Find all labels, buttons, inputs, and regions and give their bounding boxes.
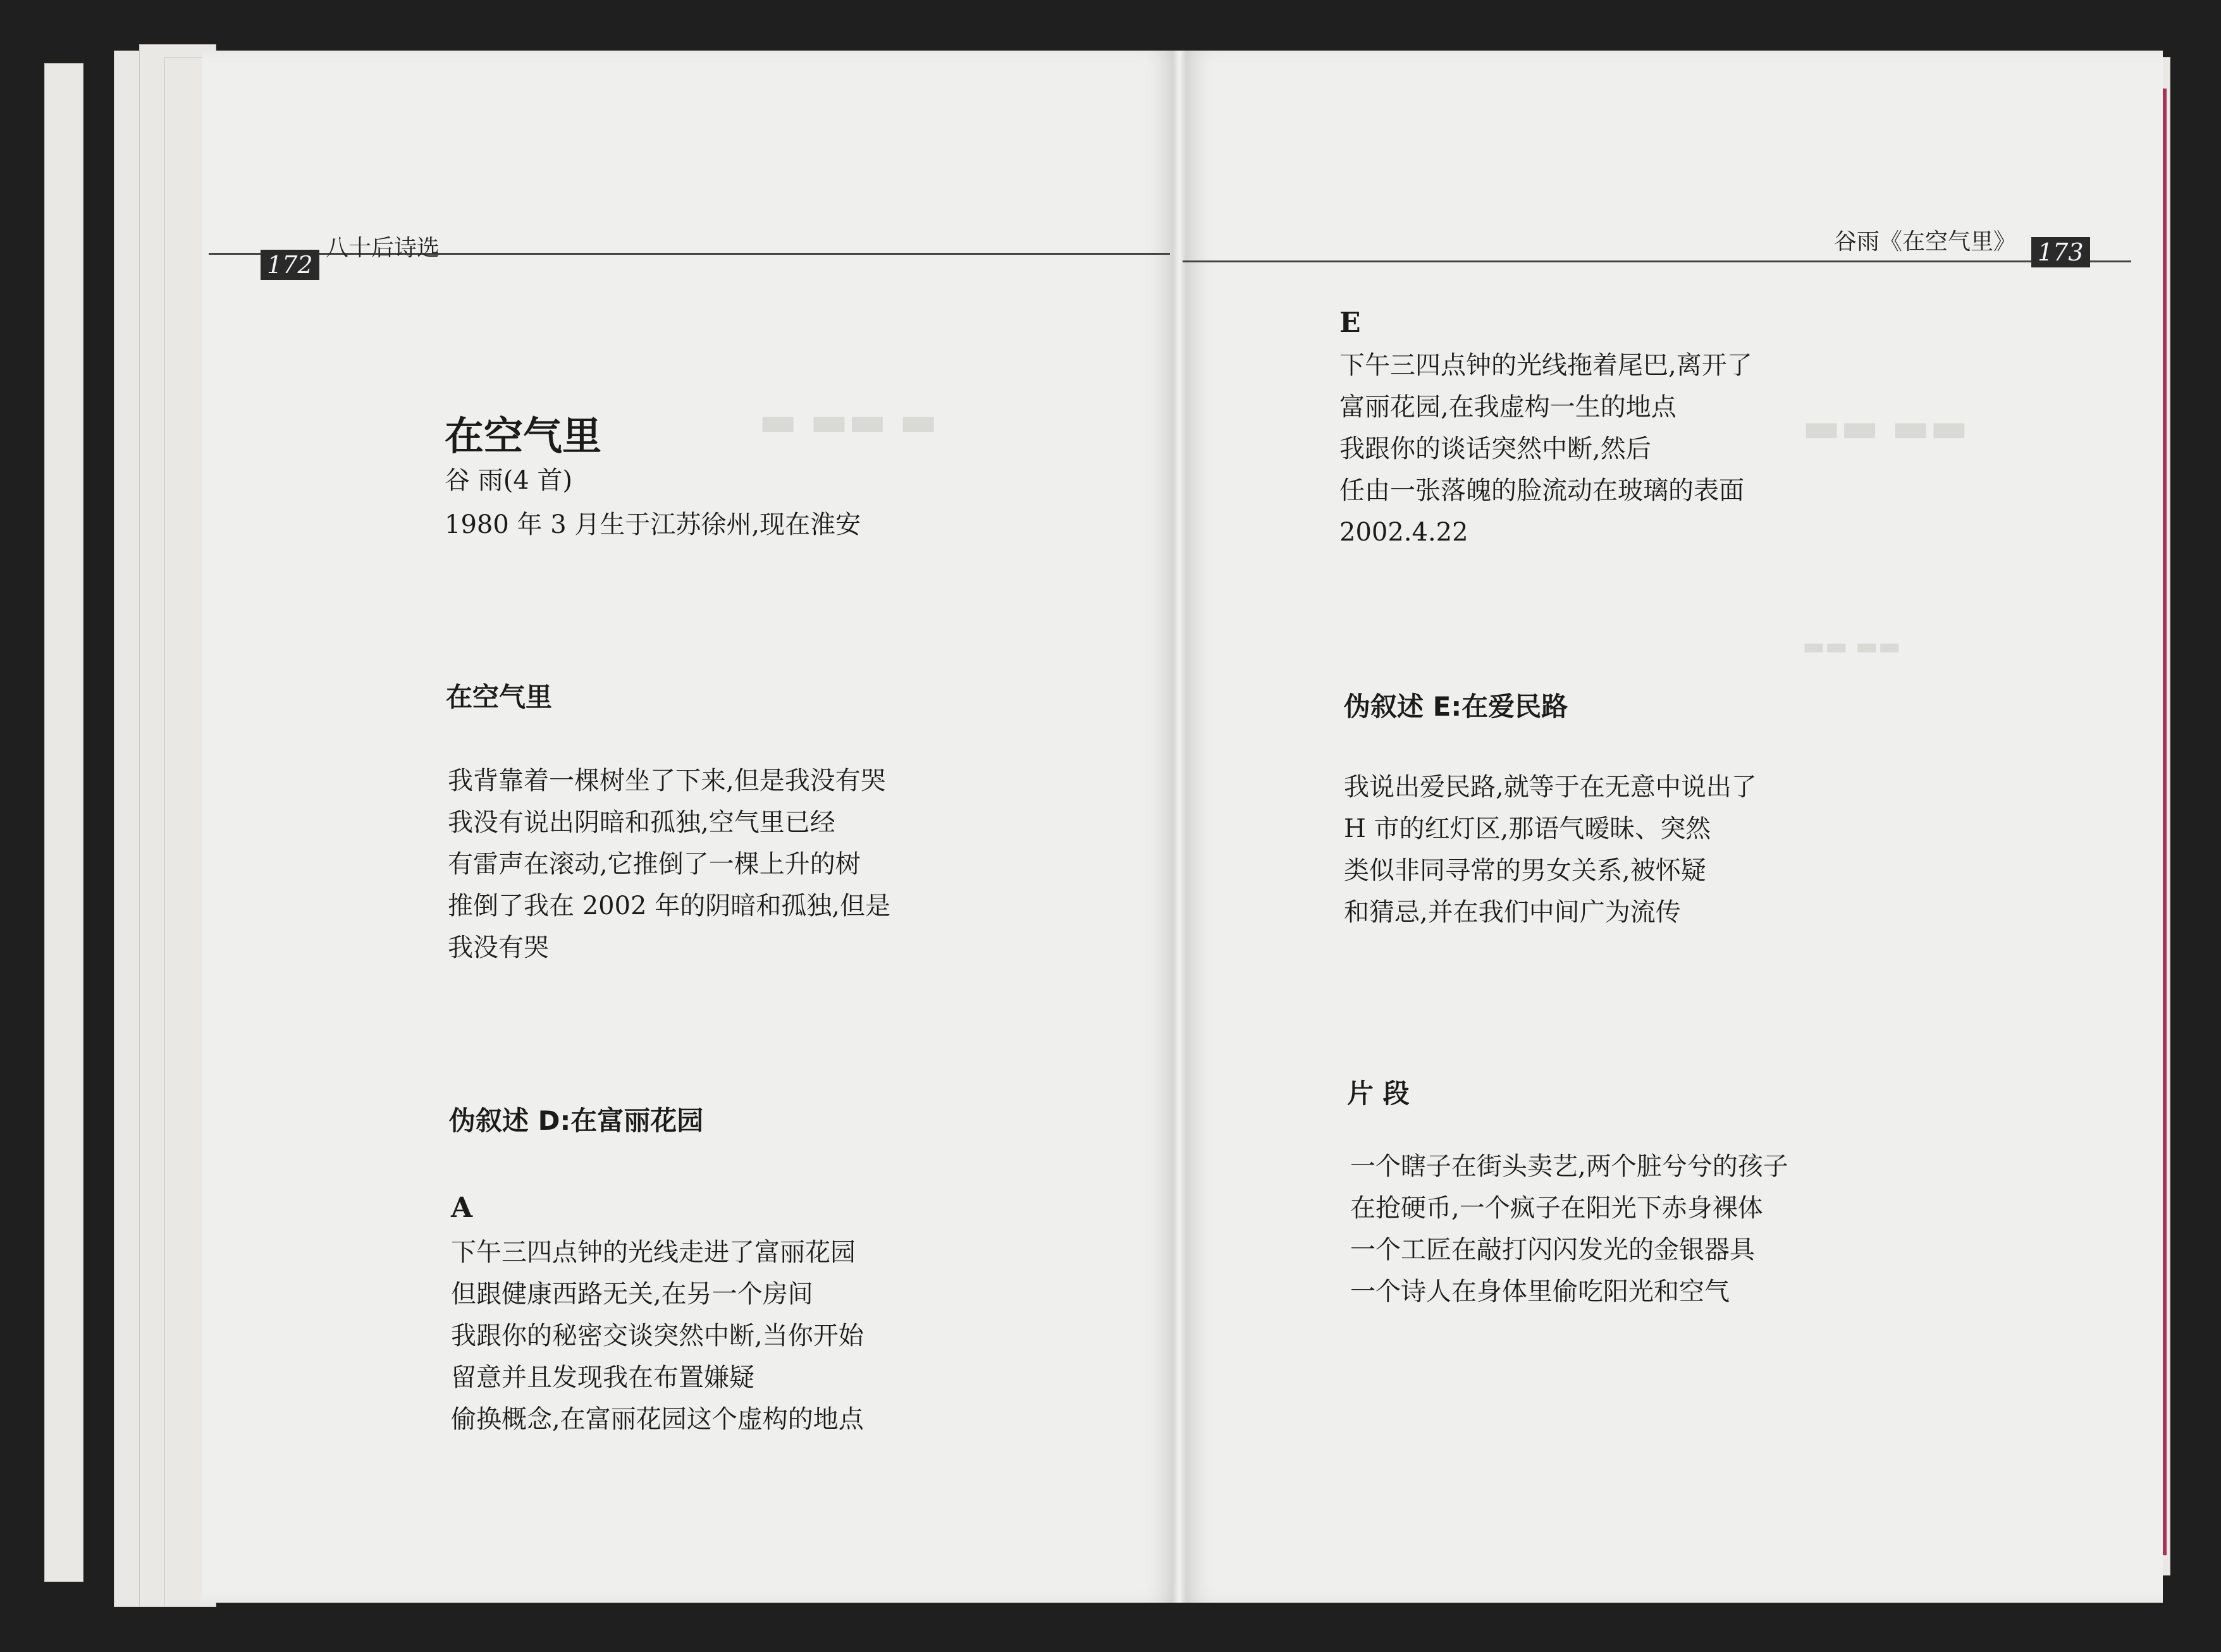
poem-line: 有雷声在滚动,它推倒了一棵上升的树 bbox=[448, 850, 861, 879]
author-line: 谷 雨(4 首) bbox=[445, 466, 573, 495]
page-edges bbox=[44, 63, 83, 1582]
page-edge-color bbox=[2163, 89, 2167, 1555]
poem-line: 一个工匠在敲打闪闪发光的金银器具 bbox=[1350, 1235, 1755, 1264]
section-label: A bbox=[451, 1192, 473, 1224]
poem-line: 我背靠着一棵树坐了下来,但是我没有哭 bbox=[448, 766, 886, 795]
bleed-through-decoration: ▬ ▬▬ ▬ bbox=[759, 398, 938, 445]
poem-collection-title: 在空气里 bbox=[445, 413, 602, 459]
poem-line: 偷换概念,在富丽花园这个虚构的地点 bbox=[451, 1405, 864, 1434]
poem-line: H 市的红灯区,那语气暧昧、突然 bbox=[1344, 814, 1711, 843]
poem-line: 我跟你的秘密交谈突然中断,当你开始 bbox=[451, 1321, 864, 1350]
bleed-through-decoration: ▬▬ ▬▬ bbox=[1802, 405, 1969, 451]
poem-line: 下午三四点钟的光线走进了富丽花园 bbox=[451, 1238, 856, 1267]
poem-line: 富丽花园,在我虚构一生的地点 bbox=[1339, 393, 1677, 422]
poem-line: 一个瞎子在街头卖艺,两个脏兮兮的孩子 bbox=[1350, 1152, 1788, 1181]
poem-title: 伪叙述 E:在爱民路 bbox=[1344, 691, 1568, 722]
poem-line: 我说出爱民路,就等于在无意中说出了 bbox=[1344, 773, 1757, 802]
poem-line: 推倒了我在 2002 年的阴暗和孤独,但是 bbox=[448, 891, 890, 921]
poem-title: 伪叙述 D:在富丽花园 bbox=[449, 1105, 704, 1136]
section-label: E bbox=[1339, 307, 1361, 339]
poem-date: 2002.4.22 bbox=[1339, 518, 1468, 547]
poem-line: 但跟健康西路无关,在另一个房间 bbox=[451, 1280, 813, 1309]
poem-line: 类似非同寻常的男女关系,被怀疑 bbox=[1344, 856, 1706, 885]
poem-line: 留意并且发现我在布置嫌疑 bbox=[451, 1363, 754, 1392]
running-head: 八十后诗选 bbox=[326, 235, 440, 261]
header-rule bbox=[1183, 260, 2131, 262]
poem-line: 我没有说出阴暗和孤独,空气里已经 bbox=[448, 808, 835, 837]
poem-line: 在抢硬币,一个疯子在阳光下赤身裸体 bbox=[1350, 1194, 1763, 1223]
poem-line: 我没有哭 bbox=[448, 933, 549, 962]
poem-line: 一个诗人在身体里偷吃阳光和空气 bbox=[1350, 1277, 1730, 1306]
page-number: 172 bbox=[261, 250, 319, 280]
poem-title: 片 段 bbox=[1347, 1078, 1410, 1109]
poem-line: 任由一张落魄的脸流动在玻璃的表面 bbox=[1339, 476, 1744, 505]
bleed-through-decoration: ▬▬ ▬▬ bbox=[1802, 632, 1901, 660]
poem-line: 下午三四点钟的光线拖着尾巴,离开了 bbox=[1339, 351, 1752, 380]
running-head: 谷雨《在空气里》 bbox=[1834, 229, 2017, 255]
author-bio: 1980 年 3 月生于江苏徐州,现在淮安 bbox=[445, 510, 861, 539]
page-number: 173 bbox=[2031, 237, 2090, 267]
poem-title: 在空气里 bbox=[446, 682, 553, 713]
poem-line: 和猜忌,并在我们中间广为流传 bbox=[1344, 898, 1681, 927]
poem-line: 我跟你的谈话突然中断,然后 bbox=[1339, 434, 1651, 463]
book-spine bbox=[1173, 51, 1186, 1603]
